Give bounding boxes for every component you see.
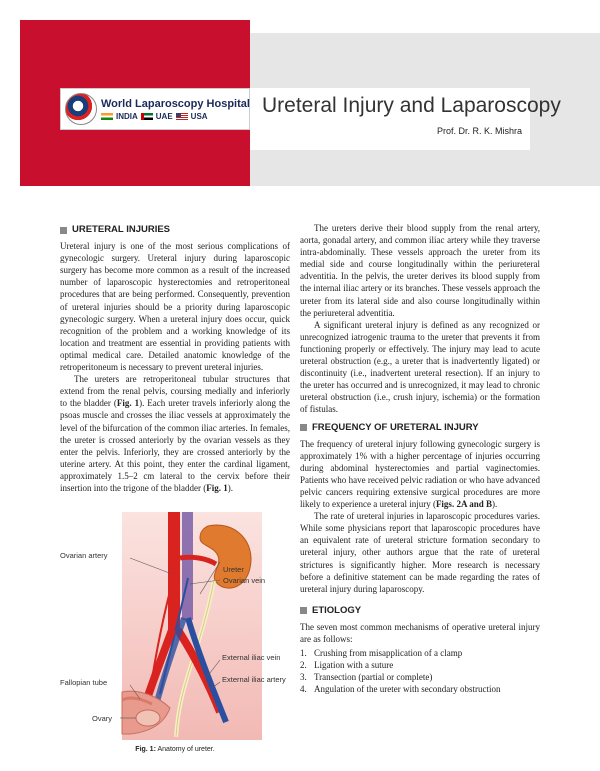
figure-reference: Figs. 2A and B [435,499,492,510]
logo-countries: INDIA UAE USA [101,112,250,121]
author-name: Prof. Dr. R. K. Mishra [436,126,522,136]
label-ureter: Ureter [223,565,244,575]
globe-logo-icon [65,93,97,125]
section-heading-etiology: ETIOLOGY [300,605,540,617]
square-bullet-icon [300,424,307,431]
paragraph: A significant ureteral injury is defined as any recognized or unrecognized iatrogenic trauma to the ureter that prevents it from functioning properly or effectively. The injury may lead to acute ureteral obstruction (e.g., a ureter that is inadvertently ligated) or discontinuity (i.e., inadvertent ureteral resection). If an injury to the ureter has occurred and is unrecognized, it may lead to chronic ureteral obstruction (i.e., crush injury, ischemia) or the formation of fistulas. [300,319,540,415]
figure-caption: Fig. 1: Anatomy of ureter. [135,746,215,754]
label-ovary: Ovary [92,714,113,724]
list-item: 4. Angulation of the ureter with secondary obstruction [300,684,501,695]
mechanism-list [300,647,540,695]
label-external-iliac-vein: External iliac vein [222,653,281,663]
figure-ureter-anatomy [60,502,290,752]
list-item: 3. Transection (partial or complete) [300,672,433,683]
label-fallopian-tube: Fallopian tube [60,678,108,688]
square-bullet-icon [60,227,67,234]
label-external-iliac-artery: External iliac artery [222,675,286,685]
india-flag-icon [101,113,113,120]
uae-flag-icon [141,113,153,120]
figure-reference: Fig. 1 [116,398,140,409]
square-bullet-icon [300,607,307,614]
section-heading-frequency: FREQUENCY OF URETERAL INJURY [300,422,540,434]
figure-reference: Fig. 1 [206,482,228,493]
usa-flag-icon [176,113,188,120]
left-column [60,222,290,752]
section-heading-ureteral-injuries: URETERAL INJURIES [60,224,290,236]
paragraph: The rate of ureteral injuries in laparoscopic procedures varies. While some physicians report that laparoscopic procedures have an equivalent rate of ureteral stricture formation secondary to ureteral injury, other authors argue that the rate of ureteral strictures is significantly higher. More research is necessary before a definitive statement can be made regarding the rates of ureteral injury during laparoscopy. [300,511,540,594]
paragraph: The ureters derive their blood supply from the renal artery, aorta, gonadal artery, and common iliac artery while they traverse intra-abdominally. These vessels approach the ureter from its medial side and course longitudinally within the periureteral adventitia. In the pelvis, the ureter derives its blood supply from the internal iliac artery or its branches. These vessels approach the ureter from its lateral side and also course longitudinally within the periureteral adventitia. [300,223,540,318]
paragraph: The ureters are retroperitoneal tubular structures that extend from the renal pelvis, coursing medially and inferiorly to the bladder (Fig. 1). Each ureter travels inferiorly along the psoas muscle and crosses the iliac vessels at approximately the level of the bifurcation of the common iliac arteries. In females, the ureter is crossed anteriorly by the ovarian vessels as they enter the pelvis. Inferiorly, they are crossed anteriorly by the uterine artery. At this point, they enter the cardinal ligament, approximately 1.5–2 cm lateral to the cervix before their insertion into the trigone of the bladder (Fig. 1). [60,374,291,493]
hospital-logo [60,88,250,130]
logo-name: World Laparoscopy Hospital [101,97,250,110]
paragraph: Ureteral injury is one of the most serious complications of gynecologic surgery. Ureteral injury during laparoscopic surgery has become more common as a result of the increased number of laparoscopic hysterectomies and retroperitoneal procedures that are being performed. Consequently, prevention of ureteral injuries should be a priority during laparoscopic gynecologic surgery. When a ureteral injury does occur, quick recognition of the problem and a working knowledge of its location and treatment are essential in providing patients with optimal medical care. Detailed anatomic knowledge of the retroperitoneum is necessary to prevent ureteral injuries. [60,241,290,373]
right-column [300,222,540,695]
paragraph: The frequency of ureteral injury following gynecologic surgery is approximately 1% with a higher percentage of injuries occurring during abdominal hysterectomies and partial vaginectomies. Patients who have received pelvic radiation or who have advanced pelvic cancers requiring extensive surgical procedures are more likely to experience a ureteral injury (Figs. 2A and B). [300,438,540,510]
list-item: 2. Ligation with a suture [300,660,394,671]
label-ovarian-artery: Ovarian artery [60,551,108,561]
label-ovarian-vein: Ovarian vein [223,576,266,586]
paragraph: The seven most common mechanisms of operative ureteral injury are as follows: [300,621,540,644]
page-header [0,0,600,186]
ureter-anatomy-illustration [60,502,290,740]
list-item: 1. Crushing from misapplication of a clamp [300,648,463,659]
page-title: Ureteral Injury and Laparoscopy [262,94,561,117]
